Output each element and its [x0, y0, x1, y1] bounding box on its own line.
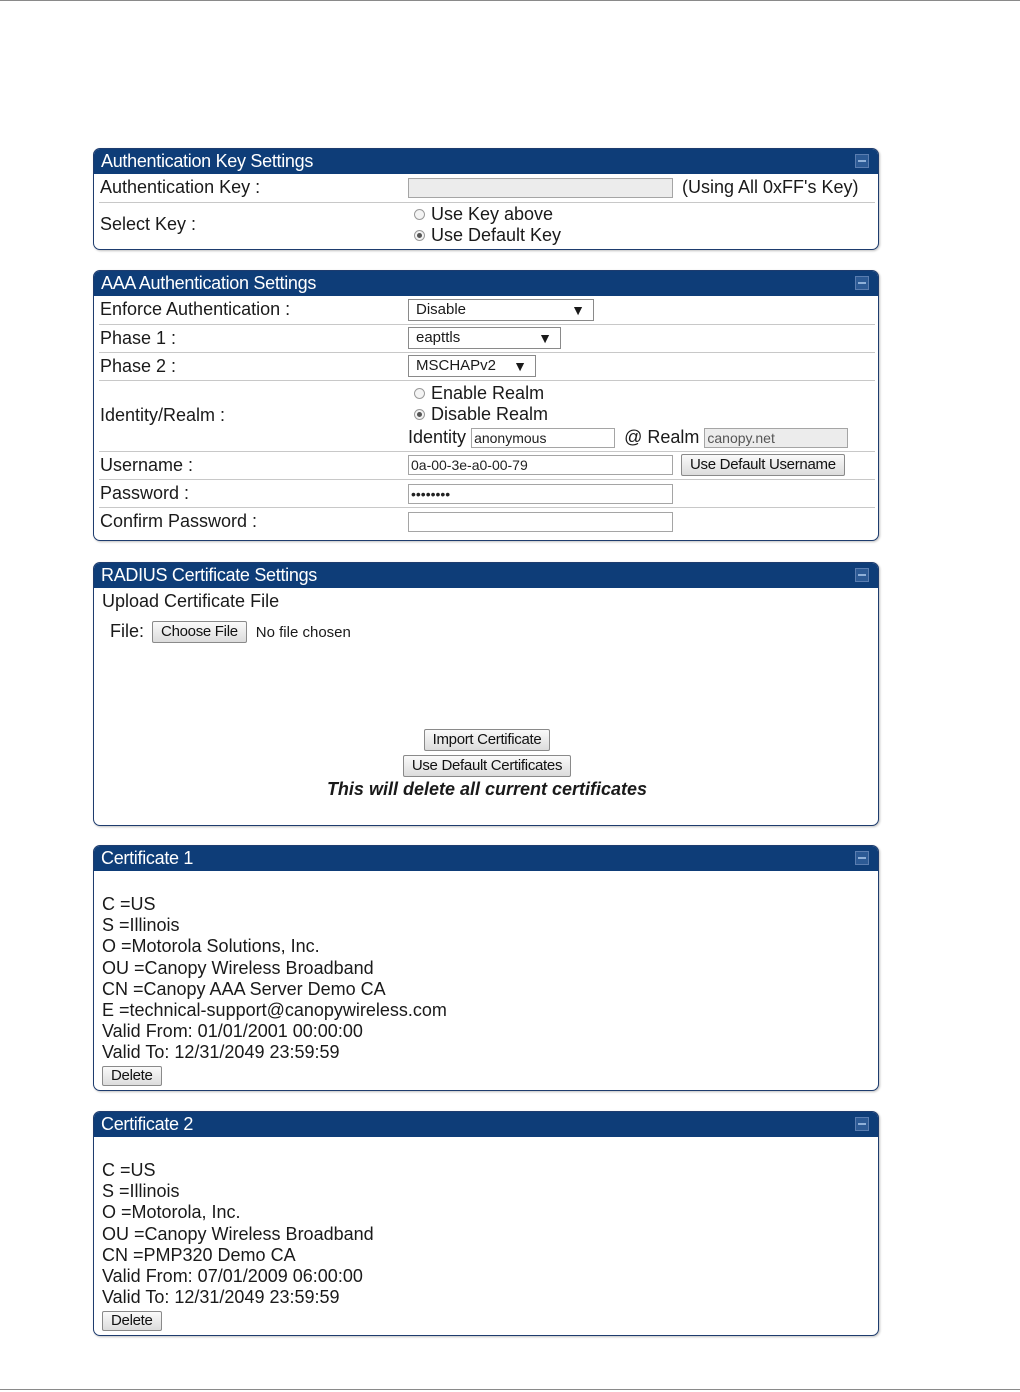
- radius-panel: [93, 562, 879, 826]
- auth-key-input[interactable]: [408, 178, 673, 198]
- auth-key-panel: [93, 148, 879, 250]
- import-certificate-button[interactable]: Import Certificate: [424, 729, 551, 751]
- realm-input[interactable]: [704, 428, 848, 448]
- collapse-icon[interactable]: [855, 851, 869, 865]
- enforce-label: Enforce Authentication :: [99, 296, 408, 324]
- phase2-select[interactable]: [408, 355, 536, 377]
- cert-line: E =technical-support@canopywireless.com: [102, 1000, 447, 1021]
- radio-icon[interactable]: [414, 209, 425, 220]
- auth-key-hint: (Using All 0xFF's Key): [682, 177, 859, 198]
- cert-line: OU =Canopy Wireless Broadband: [102, 957, 374, 978]
- file-label: File:: [110, 621, 145, 641]
- cert-line: O =Motorola Solutions, Inc.: [102, 936, 320, 957]
- option-label: Enable Realm: [431, 382, 545, 403]
- chevron-down-icon: ▼: [513, 358, 527, 375]
- radio-selected-icon[interactable]: [414, 230, 425, 241]
- collapse-icon[interactable]: [855, 276, 869, 290]
- panel-title: AAA Authentication Settings: [101, 273, 317, 293]
- use-default-username-button[interactable]: Use Default Username: [681, 454, 845, 476]
- cert-line: Valid From: 01/01/2001 00:00:00: [102, 1021, 363, 1042]
- option-use-default-key[interactable]: [408, 225, 875, 246]
- upload-heading: Upload Certificate File: [102, 591, 280, 611]
- delete-certificate-button[interactable]: Delete: [102, 1311, 162, 1331]
- cert-line: S =Illinois: [102, 1181, 180, 1202]
- panel-header: [94, 1112, 878, 1137]
- radio-selected-icon[interactable]: [414, 409, 425, 420]
- identity-label: Identity: [408, 426, 467, 447]
- password-label: Password :: [99, 479, 408, 507]
- collapse-icon[interactable]: [855, 154, 869, 168]
- select-value: eapttls: [416, 329, 461, 347]
- option-label: Use Default Key: [431, 224, 562, 245]
- use-default-certificates-button[interactable]: Use Default Certificates: [403, 755, 571, 777]
- panel-header: [94, 271, 878, 296]
- cert-line: S =Illinois: [102, 915, 180, 936]
- username-label: Username :: [99, 451, 408, 479]
- phase1-select[interactable]: [408, 327, 561, 349]
- certificate-2-panel: [93, 1111, 879, 1336]
- option-label: Use Key above: [431, 203, 554, 224]
- bottom-rule: [0, 1389, 1020, 1390]
- delete-certificate-button[interactable]: Delete: [102, 1066, 162, 1086]
- phase2-label: Phase 2 :: [99, 352, 408, 380]
- cert-line: CN =PMP320 Demo CA: [102, 1244, 296, 1265]
- identity-realm-label: Identity/Realm :: [99, 380, 408, 451]
- auth-key-form: [99, 174, 875, 247]
- default-certs-row: [94, 755, 879, 777]
- identity-input[interactable]: [471, 428, 615, 448]
- username-input[interactable]: [408, 455, 673, 475]
- import-row: [94, 729, 879, 751]
- aaa-form: [99, 296, 875, 535]
- choose-file-button[interactable]: Choose File: [152, 621, 247, 643]
- confirm-password-input[interactable]: [408, 512, 673, 532]
- option-enable-realm[interactable]: [408, 383, 875, 404]
- certificate-details: [94, 871, 878, 1086]
- cert-line: OU =Canopy Wireless Broadband: [102, 1223, 374, 1244]
- aaa-panel: [93, 270, 879, 541]
- panel-title: Certificate 2: [101, 1114, 194, 1134]
- certificate-1-panel: [93, 845, 879, 1091]
- top-rule: [0, 0, 1020, 1]
- panel-title: RADIUS Certificate Settings: [101, 565, 317, 585]
- cert-line: C =US: [102, 1160, 156, 1180]
- option-label: Disable Realm: [431, 403, 549, 424]
- chevron-down-icon: ▼: [538, 330, 552, 347]
- panel-header: [94, 149, 878, 174]
- cert-line: Valid To: 12/31/2049 23:59:59: [102, 1042, 340, 1063]
- realm-label: @ Realm: [624, 426, 700, 447]
- cert-line: CN =Canopy AAA Server Demo CA: [102, 978, 386, 999]
- option-use-key-above[interactable]: [408, 204, 875, 225]
- no-file-text: No file chosen: [255, 624, 351, 641]
- password-input[interactable]: [408, 484, 673, 504]
- select-value: MSCHAPv2: [416, 357, 497, 375]
- cert-line: Valid To: 12/31/2049 23:59:59: [102, 1287, 340, 1308]
- collapse-icon[interactable]: [855, 1117, 869, 1131]
- panel-title: Authentication Key Settings: [101, 151, 314, 171]
- radio-icon[interactable]: [414, 388, 425, 399]
- panel-header: [94, 846, 878, 871]
- chevron-down-icon: ▼: [571, 301, 585, 318]
- select-value: Disable: [416, 300, 467, 318]
- cert-line: C =US: [102, 894, 156, 914]
- auth-key-label: Authentication Key :: [99, 174, 408, 202]
- file-row: [110, 621, 351, 643]
- enforce-select[interactable]: [408, 299, 594, 321]
- cert-line: Valid From: 07/01/2009 06:00:00: [102, 1266, 363, 1287]
- delete-warning: This will delete all current certificates: [326, 779, 648, 799]
- panel-header: [94, 563, 878, 588]
- confirm-password-label: Confirm Password :: [100, 510, 258, 531]
- panel-title: Certificate 1: [101, 848, 194, 868]
- collapse-icon[interactable]: [855, 568, 869, 582]
- certificate-details: [94, 1137, 878, 1331]
- cert-line: O =Motorola, Inc.: [102, 1202, 241, 1223]
- phase1-label: Phase 1 :: [99, 324, 408, 352]
- select-key-label: Select Key :: [100, 214, 197, 235]
- option-disable-realm[interactable]: [408, 404, 875, 425]
